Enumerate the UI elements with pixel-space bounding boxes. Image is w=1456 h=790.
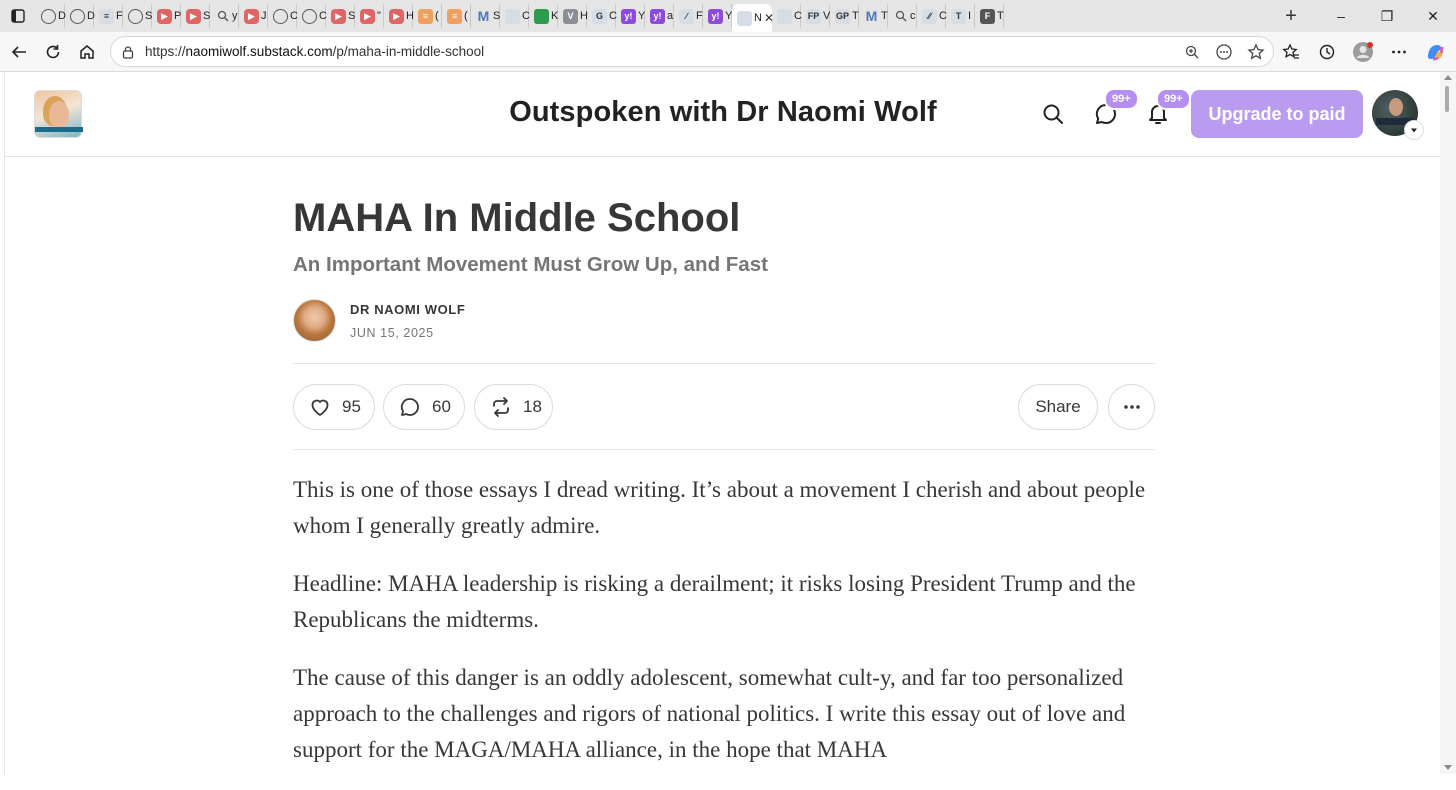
tab-label: T — [852, 10, 859, 22]
paragraph: Headline: MAHA leadership is risking a derailment; it risks losing President Trump and the Republicans the midterms. — [293, 571, 1136, 632]
paragraph: This is one of those essays I dread writing. It’s about a movement I cherish and about people whom I generally greatly admire. — [293, 477, 1146, 538]
browser-tab[interactable] — [123, 4, 152, 28]
like-button[interactable] — [293, 384, 375, 430]
tab-label: ( — [464, 10, 468, 22]
tab-label: C — [939, 10, 947, 22]
browser-tab[interactable] — [413, 4, 442, 28]
comments-button[interactable] — [383, 384, 465, 430]
author-name[interactable]: DR NAOMI WOLF — [350, 302, 466, 317]
blank-icon — [737, 11, 752, 26]
home-button[interactable] — [70, 35, 104, 69]
browser-tab[interactable] — [94, 4, 123, 28]
back-arrow-icon — [10, 43, 28, 61]
globe-icon — [128, 9, 143, 24]
blank-icon — [505, 9, 520, 24]
restore-button[interactable]: ❐ — [1380, 7, 1394, 24]
comment-count: 60 — [432, 397, 451, 416]
browser-tab[interactable] — [297, 4, 326, 28]
search-icon — [1041, 102, 1065, 126]
youtube-icon: ▶ — [389, 9, 404, 24]
profile-icon[interactable] — [1348, 35, 1378, 69]
tab-label: H — [406, 10, 414, 22]
browser-tab[interactable] — [529, 4, 558, 28]
browser-tab[interactable] — [442, 4, 471, 28]
tab-label: a — [667, 10, 674, 22]
tab-label: C — [522, 10, 530, 22]
tab-label: K — [551, 10, 559, 22]
address-bar[interactable] — [110, 36, 1274, 67]
tab-label: S — [348, 10, 356, 22]
browser-tab[interactable] — [210, 4, 239, 28]
browser-tab[interactable] — [268, 4, 297, 28]
reading-mode-icon[interactable] — [1213, 41, 1235, 63]
zoom-icon[interactable] — [1181, 41, 1203, 63]
url-text: https://naomiwolf.substack.com/p/maha-in-middle-school — [145, 44, 485, 59]
more-menu-icon[interactable] — [1384, 35, 1414, 69]
notifications-badge: 99+ — [1156, 88, 1191, 110]
tab-label: D — [87, 10, 95, 22]
chat-badge: 99+ — [1104, 88, 1139, 110]
tab-label: ( — [435, 10, 439, 22]
tab-label: C — [290, 10, 298, 22]
newspaper-icon: ≡ — [99, 9, 114, 24]
browser-tab[interactable] — [975, 4, 1004, 28]
tab-label: S — [145, 10, 153, 22]
tab-label: T — [881, 10, 888, 22]
publication-header — [5, 72, 1441, 157]
author-avatar[interactable] — [293, 299, 336, 342]
browser-tab[interactable] — [801, 4, 830, 28]
post-body — [293, 472, 1155, 768]
reload-icon — [44, 43, 62, 61]
nyt-icon: T — [951, 9, 966, 24]
history-icon[interactable] — [1312, 35, 1342, 69]
tab-active[interactable] — [732, 4, 775, 32]
tab-label: S — [493, 10, 501, 22]
post-subtitle: An Important Movement Must Grow Up, and Fast — [293, 253, 768, 276]
tab-label: N — [754, 12, 762, 24]
v-logo-icon: V — [563, 9, 578, 24]
substack-icon: ≡ — [447, 9, 462, 24]
yahoo-icon: y! — [650, 9, 665, 24]
slash-icon: ∕∕ — [922, 9, 937, 24]
browser-tab[interactable] — [616, 4, 645, 28]
close-tab-icon[interactable]: ✕ — [764, 11, 775, 25]
youtube-icon: ▶ — [244, 9, 259, 24]
youtube-icon: ▶ — [360, 9, 375, 24]
tab-label: F — [116, 10, 123, 22]
yahoo-icon: y! — [708, 9, 723, 24]
f-logo-icon: F — [980, 9, 995, 24]
tab-label: J — [261, 10, 267, 22]
comment-icon — [398, 395, 422, 419]
m-logo-icon: M — [865, 8, 878, 24]
gp-icon: GP — [835, 9, 850, 24]
browser-tab[interactable] — [772, 4, 801, 28]
scroll-down-arrow-icon[interactable] — [1444, 765, 1452, 770]
tab-label: C — [319, 10, 327, 22]
minimize-button[interactable]: – — [1337, 8, 1345, 24]
google-icon: G — [592, 9, 607, 24]
byline — [293, 299, 1155, 343]
substack-icon: ≡ — [418, 9, 433, 24]
tab-label: C — [609, 10, 617, 22]
restack-count: 18 — [523, 397, 542, 416]
page-viewport — [4, 72, 1440, 774]
divider — [293, 449, 1155, 450]
scroll-up-arrow-icon[interactable] — [1444, 75, 1452, 80]
paper-icon: ∕ — [679, 9, 694, 24]
browser-tab[interactable] — [830, 4, 859, 28]
browser-tab[interactable] — [65, 4, 94, 28]
search-button[interactable] — [1039, 100, 1067, 128]
tab-label: Y — [638, 10, 646, 22]
restack-icon — [489, 395, 513, 419]
tab-label: " — [377, 10, 381, 22]
green-icon — [534, 9, 549, 24]
heart-icon — [308, 395, 332, 419]
site-info-icon[interactable] — [121, 44, 137, 60]
new-tab-button[interactable]: + — [1285, 4, 1297, 27]
browser-tab[interactable] — [946, 4, 975, 28]
notifications-button[interactable] — [1144, 93, 1183, 128]
browser-tab[interactable] — [181, 4, 210, 28]
tab-label: y — [232, 10, 238, 22]
browser-tab[interactable] — [917, 4, 946, 28]
youtube-icon: ▶ — [157, 9, 172, 24]
browser-tab[interactable] — [471, 4, 500, 28]
tab-actions-icon — [10, 8, 26, 24]
favorites-icon[interactable] — [1276, 35, 1306, 69]
favorite-star-icon[interactable] — [1245, 41, 1267, 63]
article — [293, 157, 1155, 790]
post-date: JUN 15, 2025 — [350, 326, 434, 340]
browser-tab[interactable] — [355, 4, 384, 28]
browser-tab[interactable] — [645, 4, 674, 28]
browser-tab[interactable] — [674, 4, 703, 28]
like-count: 95 — [342, 397, 361, 416]
browser-tab[interactable] — [36, 4, 65, 28]
more-dots-icon — [1122, 397, 1142, 417]
tab-label: I — [968, 10, 972, 22]
fp-icon: FP — [806, 9, 821, 24]
window-controls — [1318, 0, 1456, 32]
upgrade-to-paid-button[interactable]: Upgrade to paid — [1191, 90, 1363, 138]
tab-label: D — [58, 10, 66, 22]
tab-label: Y — [725, 10, 733, 22]
tab-label: c — [910, 10, 916, 22]
more-options-button[interactable] — [1108, 384, 1155, 430]
globe-icon — [302, 9, 317, 24]
restack-button[interactable] — [474, 384, 553, 430]
reload-button[interactable] — [36, 35, 70, 69]
browser-tab[interactable] — [703, 4, 732, 28]
tab-label: V — [823, 10, 831, 22]
globe-icon — [41, 9, 56, 24]
yahoo-icon: y! — [621, 9, 636, 24]
search-icon — [893, 9, 908, 24]
browser-tab[interactable] — [587, 4, 616, 28]
browser-tab[interactable] — [500, 4, 529, 28]
browser-tab[interactable] — [888, 4, 917, 28]
globe-icon — [70, 9, 85, 24]
search-icon — [215, 9, 230, 24]
tab-list — [36, 0, 1276, 32]
tab-label: H — [580, 10, 588, 22]
scrollbar[interactable] — [1440, 72, 1456, 774]
paragraph: The cause of this danger is an oddly adolescent, somewhat cult-y, and far too personalized approach to the challenges and rigors of national politics. I write this essay out of love and support for the MAGA/MAHA alliance, in the hope that MAHA — [293, 665, 1126, 762]
tab-label: C — [794, 10, 802, 22]
scrollbar-thumb[interactable] — [1445, 86, 1449, 112]
share-button[interactable] — [1018, 384, 1098, 430]
tab-label: P — [174, 10, 182, 22]
chevron-down-icon — [1409, 125, 1419, 135]
copilot-icon[interactable] — [1420, 35, 1450, 69]
browser-toolbar — [0, 32, 1456, 72]
globe-icon — [273, 9, 288, 24]
home-icon — [78, 43, 96, 61]
browser-tab[interactable] — [152, 4, 181, 28]
close-window-button[interactable]: ✕ — [1427, 7, 1439, 24]
back-button[interactable] — [2, 35, 36, 69]
browser-tab-strip — [0, 0, 1456, 32]
tab-label: F — [696, 10, 703, 22]
tab-actions-button[interactable] — [0, 0, 36, 32]
tab-label: S — [203, 10, 211, 22]
browser-tab[interactable] — [558, 4, 587, 28]
account-menu-button[interactable] — [1404, 120, 1424, 140]
browser-tab[interactable] — [239, 4, 268, 28]
publication-title[interactable]: Outspoken with Dr Naomi Wolf — [509, 96, 937, 128]
chat-button[interactable] — [1092, 93, 1131, 128]
m-logo-icon: M — [477, 8, 490, 24]
browser-tab[interactable] — [859, 4, 888, 28]
browser-tab[interactable] — [384, 4, 413, 28]
post-actions — [293, 364, 1155, 449]
browser-tab[interactable] — [326, 4, 355, 28]
post-title: MAHA In Middle School — [293, 196, 741, 240]
youtube-icon: ▶ — [186, 9, 201, 24]
blank-icon — [777, 9, 792, 24]
share-label: Share — [1035, 397, 1081, 416]
tab-label: T — [997, 10, 1004, 22]
youtube-icon: ▶ — [331, 9, 346, 24]
